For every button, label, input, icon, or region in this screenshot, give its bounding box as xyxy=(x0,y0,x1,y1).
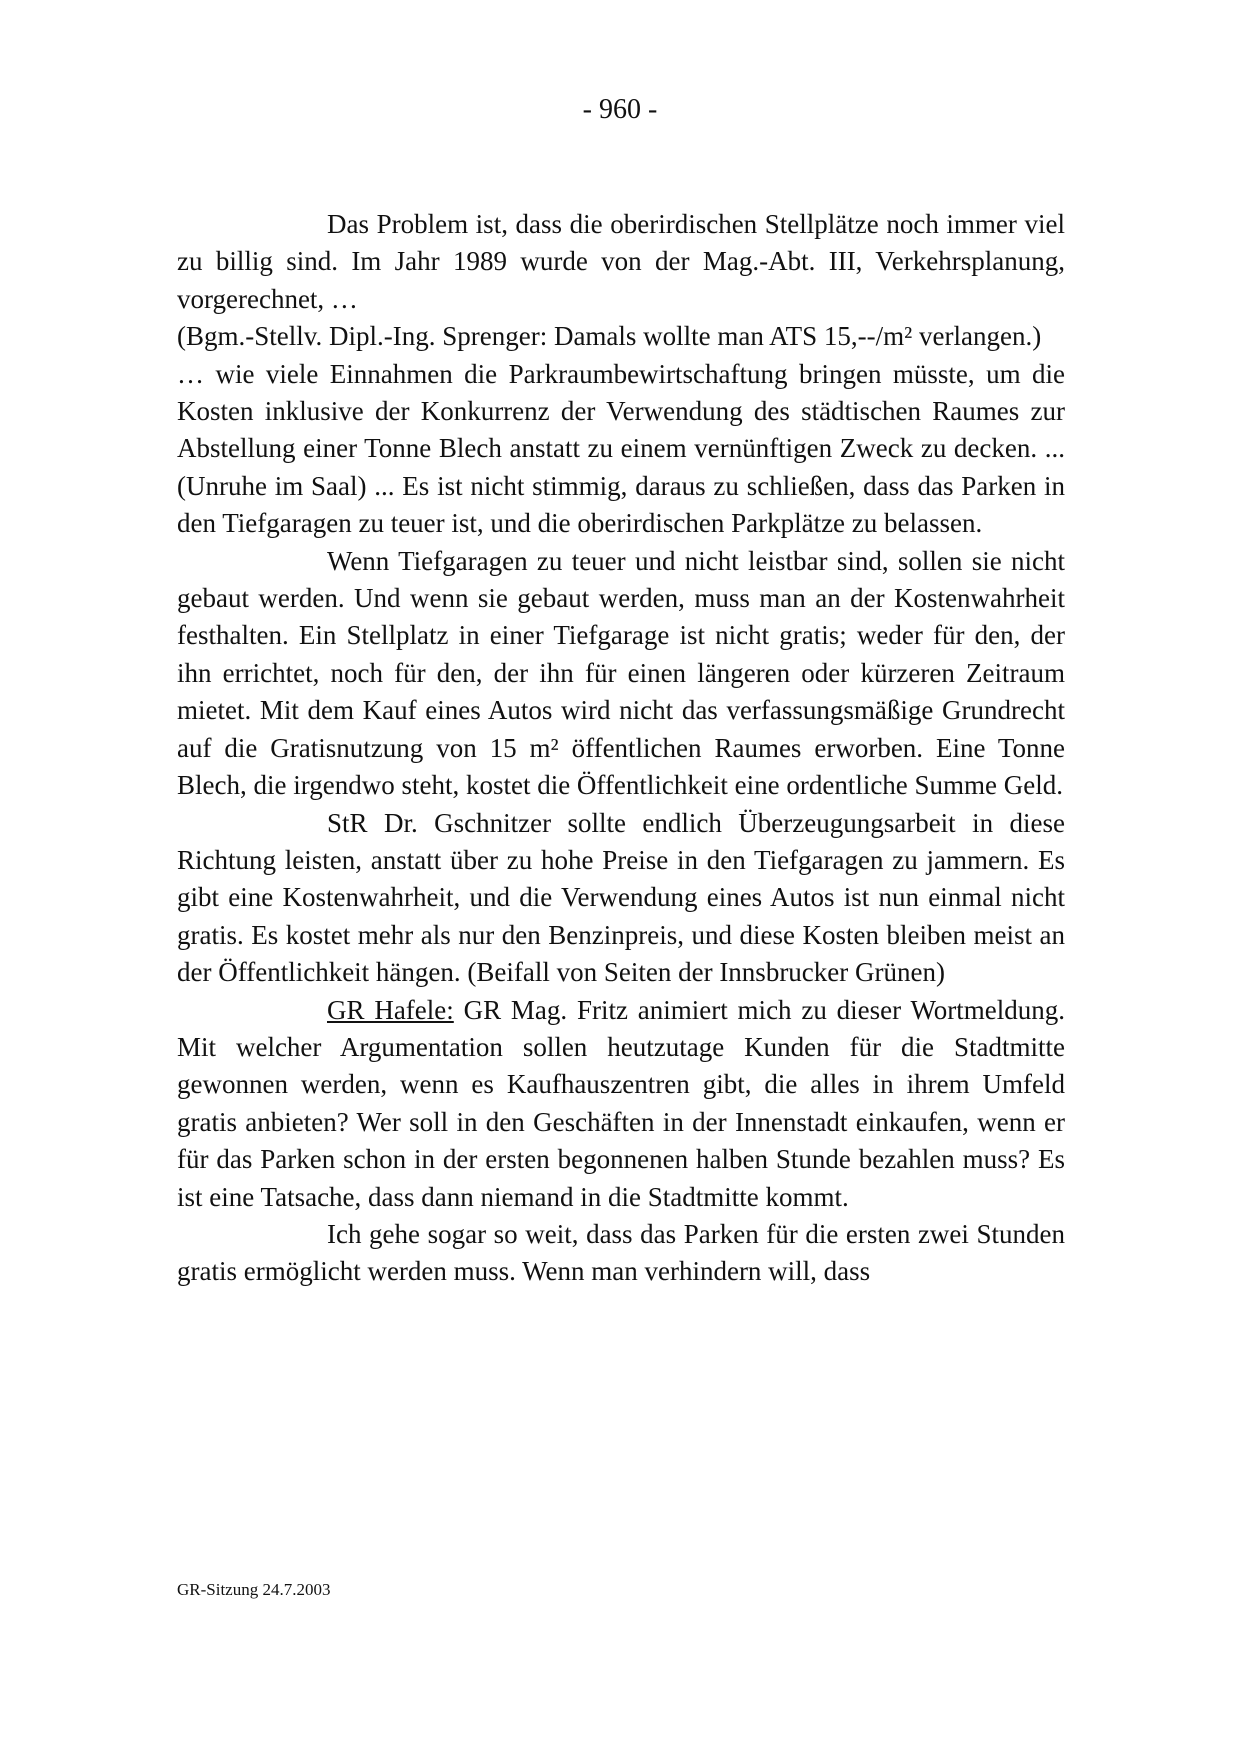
paragraph-tiefgaragen: Wenn Tiefgaragen zu teuer und nicht leistbar sind, sollen sie nicht gebaut werden. Und wenn sie gebaut werden, muss man an der Kostenwahrheit festhalten. Ein Stellplatz in einer Tiefgarage ist nicht gratis; weder für den, der ihn errichtet, noch für den, der ihn für einen längeren oder kürzeren Zeitraum mietet. Mit dem Kauf eines Autos wird nicht das verfassungsmäßige Grundrecht auf die Gratisnutzung von 15 m² öffentlichen Raumes erworben. Eine Tonne Blech, die irgendwo steht, kostet die Öffentlichkeit eine ordentliche Summe Geld. xyxy=(177,545,1065,801)
page-number: - 960 - xyxy=(582,94,658,125)
document-body xyxy=(177,206,1065,1291)
paragraph-hafele-text: GR Mag. Fritz animiert mich zu dieser Wortmeldung. Mit welcher Argumentation sollen heutzutage Kunden für die Stadtmitte gewonnen werden, wenn es Kaufhauszentren gibt, die alles in ihrem Umfeld gratis anbieten? Wer soll in den Geschäften in der Innenstadt einkaufen, wenn er für das Parken schon in der ersten begonnenen halben Stunde bezahlen muss? Es ist eine Tatsache, dass dann niemand in die Stadtmitte kommt. xyxy=(177,994,1066,1212)
paragraph-stellplaetze: Das Problem ist, dass die oberirdischen Stellplätze noch immer viel zu billig sind. Im Jahr 1989 wurde von der Mag.-Abt. III, Verkehrsplanung, vorgerechnet, … xyxy=(177,209,1065,314)
interjection-sprenger: (Bgm.-Stellv. Dipl.-Ing. Sprenger: Damals wollte man ATS 15,--/m² verlangen.) xyxy=(177,321,1042,352)
footer-session: GR-Sitzung 24.7.2003 xyxy=(177,1580,331,1599)
paragraph-hafele xyxy=(177,992,1065,1216)
paragraph-gratis-parken: Ich gehe sogar so weit, dass das Parken für die ersten zwei Stunden gratis ermöglicht werden muss. Wenn man verhindern will, dass xyxy=(177,1218,1065,1287)
paragraph-gschnitzer: StR Dr. Gschnitzer sollte endlich Überzeugungsarbeit in diese Richtung leisten, anstatt über zu hohe Preise in den Tiefgaragen zu jammern. Es gibt eine Kostenwahrheit, und die Verwendung eines Autos ist nun einmal nicht gratis. Es kostet mehr als nur den Benzinpreis, und diese Kosten bleiben meist an der Öffentlichkeit hängen. (Beifall von Seiten der Innsbrucker Grünen) xyxy=(177,807,1065,988)
speaker-name: GR Hafele: xyxy=(327,994,454,1025)
paragraph-parkraumbewirtschaftung: … wie viele Einnahmen die Parkraumbewirtschaftung bringen müsste, um die Kosten inklusive der Konkurrenz der Verwendung des städtischen Raumes zur Abstellung einer Tonne Blech anstatt zu einem vernünftigen Zweck zu decken. ... (Unruhe im Saal) ... Es ist nicht stimmig, daraus zu schließen, dass das Parken in den Tiefgaragen zu teuer ist, und die oberirdischen Parkplätze zu belassen. xyxy=(177,358,1065,539)
